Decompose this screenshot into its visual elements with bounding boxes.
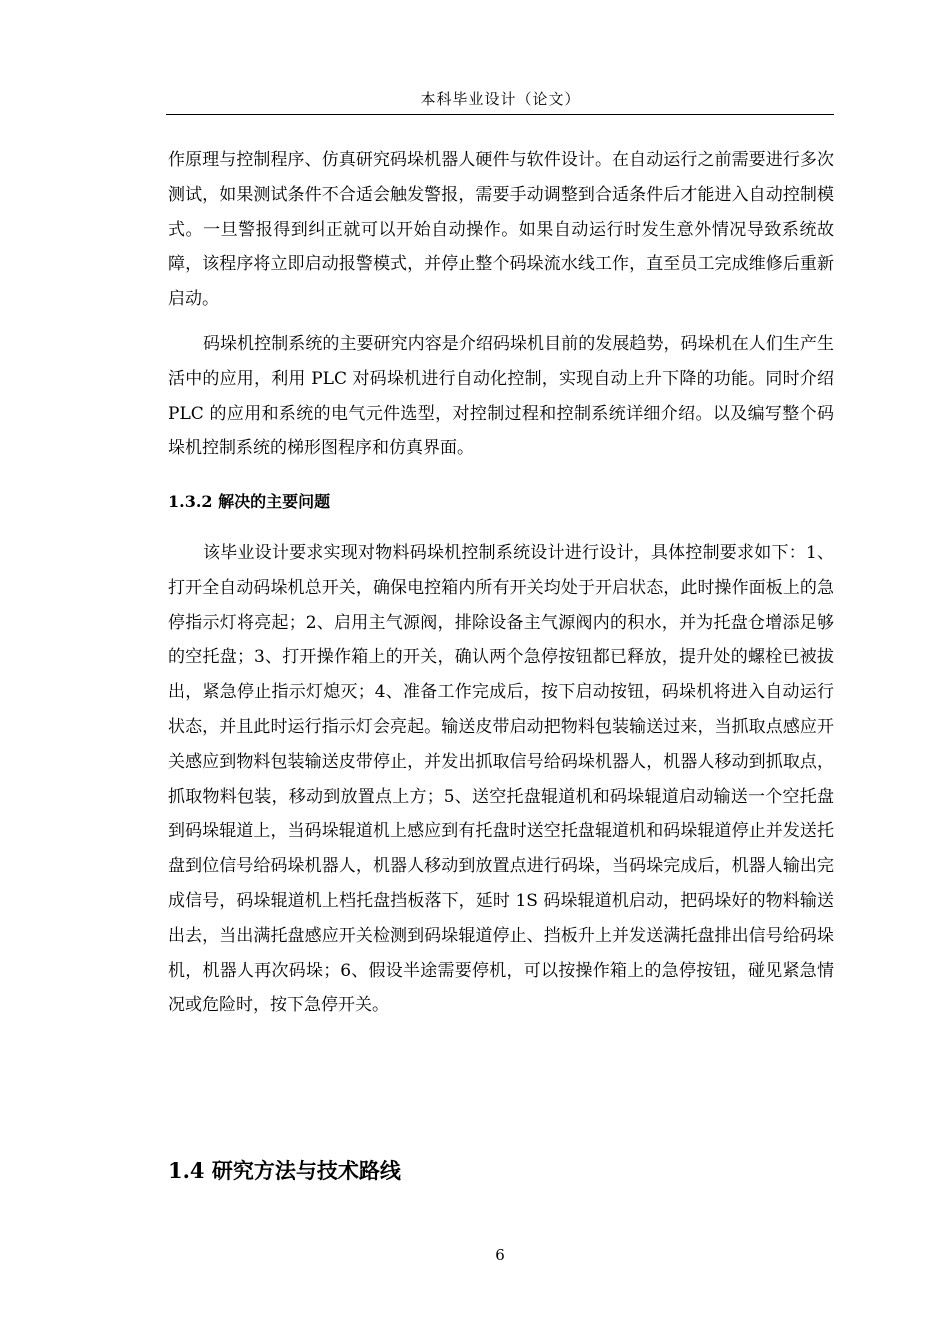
body-paragraph-3: 该毕业设计要求实现对物料码垛机控制系统设计进行设计，具体控制要求如下：1、打开全自动码垛机总开关，确保电控箱内所有开关均处于开启状态，此时操作面板上的急停指示灯将亮起；2、启用主气源阀，排除设备主气源阀内的积水，并为托盘仓增添足够的空托盘；3、打开操作箱上的开关，确认两个急停按钮都已释放，提升处的螺栓已被拔出，紧急停止指示灯熄灭；4、准备工作完成后，按下启动按钮，码垛机将进入自动运行状态，并且此时运行指示灯会亮起。输送皮带启动把物料包装输送过来，当抓取点感应开关感应到物料包装输送皮带停止，并发出抓取信号给码垛机器人，机器人移动到抓取点，抓取物料包装，移动到放置点上方；5、送空托盘辊道机和码垛辊道启动输送一个空托盘到码垛辊道上，当码垛辊道机上感应到有托盘时送空托盘辊道机和码垛辊道停止并发送托盘到位信号给码垛机器人，机器人移动到放置点进行码垛，当码垛完成后，机器人输出完成信号，码垛辊道机上档托盘挡板落下，延时 1S 码垛辊道机启动，把码垛好的物料输送出去，当出满托盘感应开关检测到码垛辊道停止、挡板升上并发送满托盘排出信号给码垛机，机器人再次码垛；6、假设半途需要停机，可以按操作箱上的急停按钮，碰见紧急情况或危险时，按下急停开关。 [168,543,834,1016]
body-paragraph-1: 作原理与控制程序、仿真研究码垛机器人硬件与软件设计。在自动运行之前需要进行多次测试，如果测试条件不合适会触发警报，需要手动调整到合适条件后才能进入自动控制模式。一旦警报得到纠正就可以开始自动操作。如果自动运行时发生意外情况导致系统故障，该程序将立即启动报警模式，并停止整个码垛流水线工作，直至员工完成维修后重新启动。 [168,150,834,310]
body-paragraph-2: 码垛机控制系统的主要研究内容是介绍码垛机目前的发展趋势，码垛机在人们生产生活中的应用，利用 PLC 对码垛机进行自动化控制，实现自动上升下降的功能。同时介绍 PLC 的应用和系统的电气元件选型，对控制过程和控制系统详细介绍。以及编写整个码垛机控制系统的梯形图程序和仿真界面。 [168,334,834,459]
page-number: 6 [495,1246,505,1264]
header-divider [166,114,834,115]
section-heading-1-3-2: 1.3.2 解决的主要问题 [168,492,331,511]
section-heading-1-4: 1.4 研究方法与技术路线 [168,1158,401,1183]
running-header: 本科毕业设计（论文） [420,90,581,108]
